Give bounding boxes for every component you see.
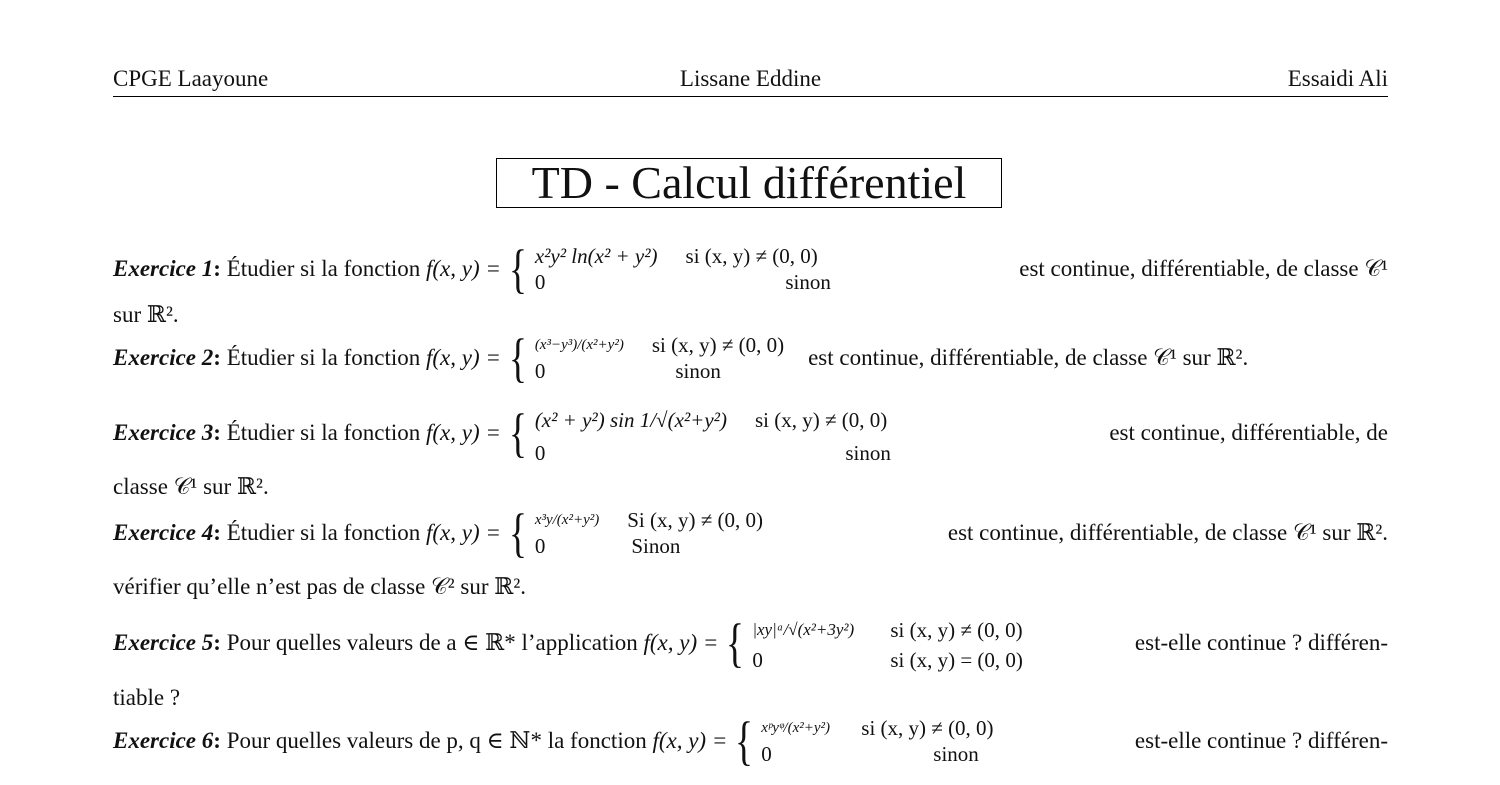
function-name: f(x, y) = bbox=[425, 256, 501, 281]
exercise-intro: Pour quelles valeurs de a ∈ ℝ* l’application bbox=[226, 630, 638, 655]
exercise-intro: Pour quelles valeurs de p, q ∈ ℕ* la fonction bbox=[226, 728, 647, 753]
case-condition: si (x, y) = (0, 0) bbox=[890, 648, 1023, 672]
case-expression: 0 bbox=[534, 270, 546, 294]
case-expression: |xy|ᵃ/√(x²+3y²) bbox=[752, 620, 855, 639]
case-expression: 0 bbox=[752, 648, 763, 672]
case-expression: (x³−y³)/(x²+y²) bbox=[534, 337, 624, 353]
exercise-intro: Étudier si la fonction bbox=[226, 420, 421, 445]
case-expression: x²y² ln(x² + y²) bbox=[534, 244, 658, 268]
left-brace-icon: { bbox=[508, 239, 527, 299]
function-name: f(x, y) = bbox=[425, 345, 501, 370]
exercise-tail: est continue, différentiable, de bbox=[1109, 420, 1388, 445]
exercise-label: Exercice 4 bbox=[113, 520, 214, 545]
exercise-6: Exercice 6 : Pour quelles valeurs de p, q ∈ ℕ* la fonction f(x, y) = { xᵖyᵠ/(x²+y²) si (x, y) ≠ (0, 0) 0 sinon est-elle continue ? différen- bbox=[113, 711, 1388, 771]
exercise-intro: Étudier si la fonction bbox=[226, 520, 421, 545]
case-expression: 0 bbox=[761, 742, 772, 766]
exercise-label: Exercice 2 bbox=[113, 345, 214, 370]
case-condition: sinon bbox=[933, 742, 979, 766]
exercise-tail: est-elle continue ? différen- bbox=[1134, 630, 1388, 655]
exercise-label: Exercice 5 bbox=[113, 630, 214, 655]
left-brace-icon: { bbox=[508, 403, 527, 463]
header-school: CPGE Laayoune bbox=[113, 66, 269, 91]
function-name: f(x, y) = bbox=[643, 630, 719, 655]
exercise-1: Exercice 1 : Étudier si la fonction f(x, y) = { x²y² ln(x² + y²) si (x, y) ≠ (0, 0) 0 sinon est continue, différentiable, de classe 𝒞¹ bbox=[113, 239, 1388, 299]
piecewise-cases bbox=[761, 715, 993, 767]
case-expression: 0 bbox=[534, 441, 546, 465]
left-brace-icon: { bbox=[726, 613, 745, 673]
piecewise-cases bbox=[752, 613, 1023, 673]
left-brace-icon: { bbox=[735, 711, 754, 771]
exercise-5-continuation: tiable ? bbox=[113, 685, 181, 710]
function-name: f(x, y) = bbox=[652, 728, 728, 753]
exercise-tail: est-elle continue ? différen- bbox=[1134, 728, 1388, 753]
exercise-intro: Étudier si la fonction bbox=[226, 256, 421, 281]
exercise-4: Exercice 4 : Étudier si la fonction f(x, y) = { x³y/(x²+y²) Si (x, y) ≠ (0, 0) 0 Sinon est continue, différentiable, de classe 𝒞¹ sur ℝ². bbox=[113, 503, 1388, 563]
piecewise-cases bbox=[535, 243, 831, 295]
case-condition: sinon bbox=[785, 270, 831, 294]
case-expression: 0 bbox=[534, 359, 546, 383]
piecewise-cases bbox=[535, 332, 784, 384]
case-condition: sinon bbox=[845, 441, 891, 465]
exercise-tail: est continue, différentiable, de classe 𝒞¹ sur ℝ². bbox=[808, 345, 1249, 370]
case-expression: xᵖyᵠ/(x²+y²) bbox=[761, 720, 831, 736]
case-expression: x³y/(x²+y²) bbox=[534, 512, 600, 528]
case-condition: si (x, y) ≠ (0, 0) bbox=[890, 618, 1023, 642]
exercise-label: Exercice 1 bbox=[113, 256, 214, 281]
case-expression: (x² + y²) sin 1/√(x²+y²) bbox=[534, 408, 727, 432]
piecewise-cases bbox=[535, 507, 763, 559]
case-condition: Sinon bbox=[631, 534, 681, 558]
case-condition: si (x, y) ≠ (0, 0) bbox=[754, 408, 888, 432]
left-brace-icon: { bbox=[508, 328, 527, 388]
left-brace-icon: { bbox=[508, 503, 527, 563]
case-condition: sinon bbox=[675, 359, 721, 383]
document-title: TD - Calcul différentiel bbox=[496, 158, 1002, 208]
exercise-3-continuation: classe 𝒞¹ sur ℝ². bbox=[113, 474, 269, 499]
case-condition: Si (x, y) ≠ (0, 0) bbox=[627, 508, 763, 532]
function-name: f(x, y) = bbox=[425, 520, 501, 545]
exercise-label: Exercice 3 bbox=[113, 420, 214, 445]
case-condition: si (x, y) ≠ (0, 0) bbox=[685, 244, 818, 268]
exercise-intro: Étudier si la fonction bbox=[226, 345, 421, 370]
header-author: Essaidi Ali bbox=[1287, 66, 1388, 91]
exercise-1-continuation: sur ℝ². bbox=[113, 302, 179, 327]
exercise-2: Exercice 2 : Étudier si la fonction f(x, y) = { (x³−y³)/(x²+y²) si (x, y) ≠ (0, 0) 0 sinon est continue, différentiable, de classe 𝒞¹ sur ℝ². bbox=[113, 328, 1249, 388]
exercise-label: Exercice 6 bbox=[113, 728, 214, 753]
case-expression: 0 bbox=[534, 534, 546, 558]
exercise-3: Exercice 3 : Étudier si la fonction f(x, y) = { (x² + y²) sin 1/√(x²+y²) si (x, y) ≠ (0, 0) 0 sinon est continue, différentiable, de bbox=[113, 418, 1388, 448]
exercise-tail: est continue, différentiable, de classe 𝒞¹ bbox=[1019, 256, 1388, 281]
piecewise-cases bbox=[535, 400, 891, 466]
exercise-tail: est continue, différentiable, de classe 𝒞¹ sur ℝ². bbox=[947, 520, 1388, 545]
page-header bbox=[113, 64, 1388, 97]
exercise-5: Exercice 5 : Pour quelles valeurs de a ∈ ℝ* l’application f(x, y) = { |xy|ᵃ/√(x²+3y²) si (x, y) ≠ (0, 0) 0 si (x, y) = (0, 0) est-elle continue ? différen- bbox=[113, 613, 1388, 673]
function-name: f(x, y) = bbox=[425, 420, 501, 445]
exercise-4-continuation: vérifier qu’elle n’est pas de classe 𝒞² sur ℝ². bbox=[113, 574, 527, 599]
case-condition: si (x, y) ≠ (0, 0) bbox=[651, 333, 785, 357]
header-center-text: Lissane Eddine bbox=[679, 66, 822, 91]
case-condition: si (x, y) ≠ (0, 0) bbox=[861, 716, 994, 740]
